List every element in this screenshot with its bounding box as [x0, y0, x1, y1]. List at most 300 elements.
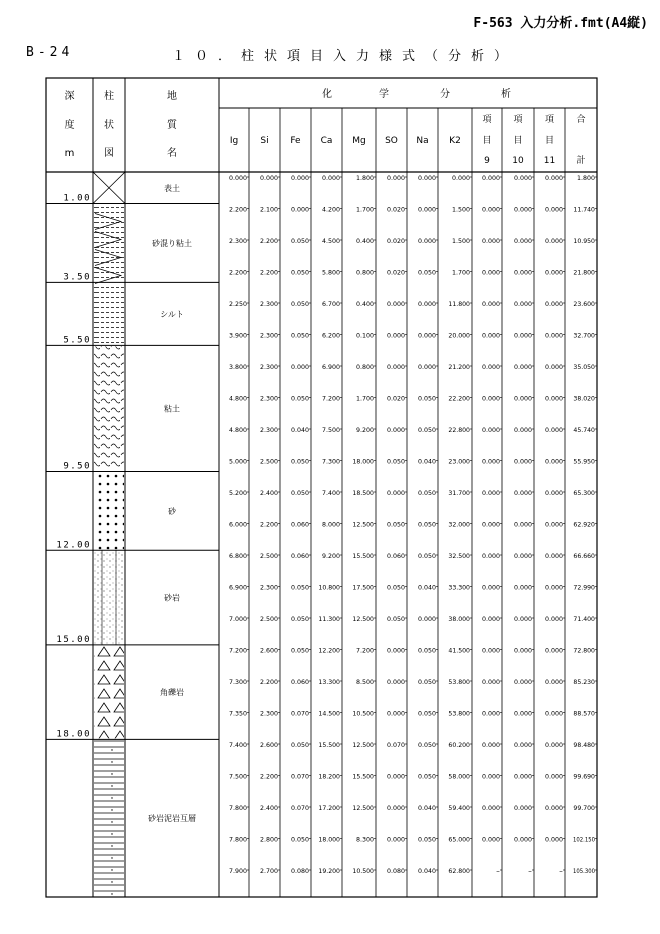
- data-cell: 0.000: [482, 520, 500, 529]
- table-row: [229, 584, 597, 592]
- data-cell: 12.500: [352, 520, 374, 529]
- data-cell: 2.200: [260, 237, 278, 245]
- data-cell: 0.000: [545, 552, 563, 560]
- table-row: [229, 363, 597, 371]
- data-cell: 35.050: [573, 363, 595, 371]
- data-cell: 0.000: [387, 709, 405, 718]
- data-cell: 0.000: [418, 363, 436, 371]
- table-row: [229, 836, 597, 844]
- data-cell: 2.200: [229, 205, 247, 214]
- data-cell: 8.500: [356, 678, 374, 686]
- data-cell: 62.800: [448, 867, 470, 875]
- data-cell: 0.000: [387, 174, 405, 182]
- layer-name: 粘土: [164, 404, 180, 414]
- data-cell: 13.300: [318, 678, 340, 686]
- chem-col-header: Ca: [320, 136, 333, 146]
- chem-col-header: 11: [543, 156, 556, 166]
- layer-5: [46, 472, 219, 550]
- table-row: [229, 678, 597, 686]
- data-cell: 22.800: [448, 426, 470, 434]
- data-cell: 0.000: [291, 205, 309, 214]
- data-cell: 18.000: [318, 835, 340, 844]
- layer-7: [46, 646, 219, 740]
- data-cell: 0.000: [514, 300, 532, 308]
- data-cell: 15.500: [352, 552, 374, 560]
- data-cell: 31.700: [448, 489, 470, 497]
- data-cell: 0.000: [514, 237, 532, 245]
- data-cell: 0.000: [482, 615, 500, 623]
- data-cell: -: [496, 867, 502, 875]
- data-cell: 6.800: [229, 552, 247, 560]
- data-cell: 85.230: [573, 678, 595, 686]
- data-cell: 0.060: [291, 552, 309, 560]
- data-cell: 0.070: [291, 772, 309, 781]
- table-row: [229, 174, 597, 182]
- data-cell: 7.800: [229, 804, 247, 812]
- data-cell: 0.800: [356, 363, 374, 371]
- data-cell: 32.700: [573, 331, 595, 340]
- geology-header: 地: [167, 91, 177, 102]
- data-cell: 38.020: [573, 394, 595, 403]
- depth-header: 深: [64, 91, 75, 102]
- data-cell: 7.350: [229, 709, 247, 718]
- geology-header: 質: [167, 120, 177, 131]
- data-cell: 65.000: [448, 835, 470, 844]
- data-cell: 4.800: [229, 426, 247, 434]
- layer-1: [46, 172, 219, 204]
- table-row: [229, 647, 597, 655]
- data-cell: 0.000: [545, 205, 563, 214]
- data-cell: 0.040: [418, 867, 436, 875]
- data-cell: 0.000: [482, 646, 500, 655]
- data-cell: 0.050: [418, 678, 436, 686]
- data-cell: 88.570: [573, 709, 595, 718]
- layer-depth: 3.50: [63, 272, 91, 283]
- data-cell: 4.200: [322, 205, 340, 214]
- data-cell: 21.200: [448, 363, 470, 371]
- data-cell: 0.000: [514, 363, 532, 371]
- data-cell: 0.400: [356, 237, 374, 245]
- data-cell: 0.000: [545, 835, 563, 844]
- chem-col-header: Fe: [290, 136, 301, 146]
- data-cell: 15.500: [352, 772, 374, 781]
- table-row: [229, 741, 597, 749]
- data-cell: 59.400: [448, 804, 470, 812]
- data-cell: 7.200: [322, 394, 340, 403]
- data-cell: 71.400: [573, 615, 595, 623]
- data-cell: 6.900: [229, 583, 247, 592]
- data-cell: 0.000: [514, 457, 532, 466]
- layer-6: [46, 550, 219, 645]
- table-row: [229, 206, 597, 214]
- data-cell: 2.300: [260, 394, 278, 403]
- data-cell: 12.500: [352, 804, 374, 812]
- data-cell: 0.000: [545, 457, 563, 466]
- chem-col-header: Mg: [352, 136, 366, 146]
- data-cell: 0.000: [514, 174, 532, 182]
- data-cell: 0.000: [514, 678, 532, 686]
- data-cell: 7.400: [229, 741, 247, 749]
- data-cell: 0.000: [387, 489, 405, 497]
- table-row: [229, 489, 597, 497]
- data-cell: 2.500: [260, 552, 278, 560]
- data-cell: 0.000: [514, 205, 532, 214]
- data-cell: 14.500: [318, 709, 340, 718]
- data-cell: 11.740: [573, 205, 595, 214]
- data-cell: 0.050: [418, 772, 436, 781]
- data-cell: 55.950: [573, 457, 595, 466]
- data-cell: 0.000: [482, 552, 500, 560]
- data-cell: 2.800: [260, 835, 278, 844]
- data-cell: 0.050: [418, 552, 436, 560]
- data-cell: 0.000: [514, 804, 532, 812]
- data-cell: 0.000: [514, 331, 532, 340]
- data-cell: 20.000: [448, 331, 470, 340]
- data-cell: 0.050: [291, 489, 309, 497]
- layer-depth: 15.00: [56, 634, 91, 645]
- table-row: [229, 867, 597, 875]
- data-cell: 5.000: [229, 457, 247, 466]
- data-cell: 0.000: [545, 646, 563, 655]
- chem-col-header: 目: [544, 136, 555, 146]
- data-cell: 0.000: [514, 772, 532, 781]
- data-cell: 0.070: [291, 804, 309, 812]
- column-pattern: [94, 551, 124, 644]
- layer-depth: 9.50: [63, 461, 91, 472]
- layer-name: 砂岩泥岩互層: [148, 814, 196, 824]
- chem-col-header: Ig: [229, 136, 239, 146]
- data-cell: 33.300: [448, 583, 470, 592]
- data-cell: 0.100: [356, 331, 374, 340]
- layer-8: [94, 740, 196, 896]
- chem-group-header: 分: [440, 89, 450, 100]
- data-cell: 2.700: [260, 867, 278, 875]
- data-cell: 0.000: [545, 583, 563, 592]
- data-cell: 0.040: [418, 583, 436, 592]
- data-cell: 0.000: [291, 174, 309, 182]
- data-cell: 0.000: [291, 363, 309, 371]
- layer-depth: 12.00: [56, 540, 91, 551]
- data-cell: 0.040: [418, 804, 436, 812]
- data-cell: 11.800: [448, 300, 470, 308]
- data-cell: 0.000: [514, 394, 532, 403]
- data-cell: 0.050: [291, 300, 309, 308]
- table-row: [229, 300, 597, 308]
- data-cell: 0.000: [482, 331, 500, 340]
- data-cell: 2.300: [260, 583, 278, 592]
- column-pattern: [94, 346, 124, 470]
- data-cell: 0.050: [418, 646, 436, 655]
- data-cell: 0.000: [482, 804, 500, 812]
- data-cell: 0.000: [387, 678, 405, 686]
- chem-col-header: 計: [576, 156, 586, 166]
- data-cell: 7.800: [229, 835, 247, 844]
- data-cell: 72.990: [573, 583, 595, 592]
- data-cell: 0.000: [482, 268, 500, 277]
- data-cell: 0.020: [387, 394, 405, 403]
- data-cell: 2.400: [260, 489, 278, 497]
- data-cell: 45.740: [573, 426, 595, 434]
- data-cell: 0.060: [291, 520, 309, 529]
- data-cell: 1.500: [452, 205, 470, 214]
- data-cell: 0.000: [260, 174, 278, 182]
- data-cell: 0.000: [514, 489, 532, 497]
- data-cell: 9.200: [356, 426, 374, 434]
- data-cell: 0.000: [387, 646, 405, 655]
- data-cell: 0.050: [418, 835, 436, 844]
- data-cell: 8.300: [356, 835, 374, 844]
- layer-name: 砂混り粘土: [152, 238, 192, 248]
- chem-col-header: 目: [513, 136, 523, 146]
- data-cell: 0.000: [545, 709, 563, 718]
- data-cell: 99.700: [573, 804, 595, 812]
- data-cell: 0.000: [418, 331, 436, 340]
- data-cell: 0.050: [291, 615, 309, 623]
- table-row: [229, 332, 597, 340]
- data-cell: 9.200: [322, 552, 340, 560]
- chem-col-header: SO: [385, 136, 398, 146]
- data-cell: 0.050: [387, 520, 405, 529]
- data-cell: 0.000: [545, 804, 563, 812]
- data-cell: 0.070: [387, 741, 405, 749]
- data-cell: 0.050: [291, 583, 309, 592]
- data-cell: 65.300: [573, 489, 595, 497]
- data-cell: 0.000: [482, 741, 500, 749]
- data-cell: 0.000: [387, 363, 405, 371]
- data-cell: 105.300: [573, 867, 595, 875]
- data-cell: 0.050: [418, 520, 436, 529]
- data-cell: 22.200: [448, 394, 470, 403]
- data-cell: 2.200: [260, 772, 278, 781]
- data-cell: 0.000: [514, 426, 532, 434]
- chem-col-header: 項: [513, 115, 523, 125]
- data-cell: 7.200: [356, 646, 374, 655]
- table-row: [229, 552, 597, 560]
- layer-name: 砂岩: [164, 593, 180, 603]
- layer-name: 砂: [168, 506, 176, 516]
- table-row: [229, 426, 597, 434]
- data-cell: 0.050: [418, 268, 436, 277]
- data-cell: 0.000: [514, 709, 532, 718]
- data-cell: 2.200: [260, 678, 278, 686]
- data-cell: 17.200: [318, 804, 340, 812]
- data-cell: 0.000: [514, 741, 532, 749]
- data-cell: 0.000: [514, 268, 532, 277]
- data-cell: 0.000: [482, 237, 500, 245]
- data-cell: 1.800: [577, 174, 595, 182]
- column-pattern: [94, 740, 124, 896]
- data-cell: 7.300: [229, 678, 247, 686]
- data-cell: 2.500: [260, 457, 278, 466]
- data-cell: 2.300: [260, 709, 278, 718]
- data-cell: 2.300: [260, 300, 278, 308]
- data-cell: 0.050: [291, 331, 309, 340]
- data-cell: 18.500: [352, 489, 374, 497]
- column-header: 図: [104, 148, 114, 159]
- data-cell: 0.050: [418, 489, 436, 497]
- data-cell: 0.000: [514, 583, 532, 592]
- data-cell: 18.000: [352, 457, 374, 466]
- data-cell: 0.020: [387, 205, 405, 214]
- table-row: [229, 804, 597, 812]
- data-cell: 0.000: [387, 331, 405, 340]
- data-cell: 7.300: [322, 457, 340, 466]
- data-cell: 0.000: [452, 174, 470, 182]
- data-cell: 0.000: [545, 268, 563, 277]
- column-pattern: [94, 646, 124, 739]
- layer-3: [46, 283, 219, 345]
- chem-col-header: Si: [260, 136, 269, 146]
- data-cell: 2.250: [229, 300, 247, 308]
- column-header: 柱: [104, 91, 114, 102]
- data-cell: 21.800: [573, 268, 595, 277]
- layer-name: 角礫岩: [160, 688, 184, 698]
- data-cell: 2.300: [229, 237, 247, 245]
- data-cell: 10.500: [352, 867, 374, 875]
- layer-2: [46, 205, 219, 284]
- data-cell: 0.080: [387, 867, 405, 875]
- data-cell: 2.200: [229, 268, 247, 277]
- layer-depth: 1.00: [63, 193, 91, 204]
- column-pattern: [94, 283, 124, 344]
- form-name: F-563 入力分析.fmt(A4縦): [473, 16, 648, 31]
- data-cell: 1.700: [452, 268, 470, 277]
- data-cell: 0.040: [291, 426, 309, 434]
- data-cell: 3.800: [229, 363, 247, 371]
- data-cell: 32.500: [448, 552, 470, 560]
- chem-col-header: Na: [416, 136, 429, 146]
- data-cell: 5.200: [229, 489, 247, 497]
- data-cell: 7.500: [322, 426, 340, 434]
- data-cell: 0.000: [482, 678, 500, 686]
- data-cell: 0.060: [291, 678, 309, 686]
- data-cell: 0.000: [482, 835, 500, 844]
- data-cell: 7.000: [229, 615, 247, 623]
- data-cell: 0.070: [291, 709, 309, 718]
- layer-depth: 5.50: [63, 335, 91, 346]
- data-cell: 0.000: [482, 457, 500, 466]
- data-cell: 15.500: [318, 741, 340, 749]
- data-cell: 6.700: [322, 300, 340, 308]
- data-cell: 6.900: [322, 363, 340, 371]
- data-cell: 0.050: [291, 457, 309, 466]
- data-cell: 2.400: [260, 804, 278, 812]
- data-cell: 0.000: [545, 426, 563, 434]
- data-cell: 0.050: [387, 583, 405, 592]
- data-cell: 102.150: [573, 835, 595, 844]
- data-cell: 2.300: [260, 426, 278, 434]
- data-cell: 10.950: [573, 237, 595, 245]
- data-cell: 0.000: [482, 583, 500, 592]
- data-cell: 12.200: [318, 646, 340, 655]
- data-cell: 0.000: [545, 331, 563, 340]
- document-title: １０．柱状項目入力様式（分析）: [172, 49, 518, 64]
- data-cell: 0.000: [545, 237, 563, 245]
- data-cell: 2.100: [260, 205, 278, 214]
- data-cell: 7.900: [229, 867, 247, 875]
- data-cell: 0.000: [545, 615, 563, 623]
- chem-group-header: 化: [322, 89, 332, 100]
- data-cell: 32.000: [448, 520, 470, 529]
- data-cell: 2.200: [260, 268, 278, 277]
- data-cell: 0.050: [418, 741, 436, 749]
- data-cell: 1.800: [356, 174, 374, 182]
- data-cell: 0.000: [514, 520, 532, 529]
- layer-depth: 18.00: [56, 729, 91, 740]
- data-cell: 2.300: [260, 363, 278, 371]
- geology-header: 名: [167, 148, 177, 159]
- data-cell: 0.000: [514, 835, 532, 844]
- data-cell: 0.000: [482, 174, 500, 182]
- data-cell: 38.000: [448, 615, 470, 623]
- data-cell: 12.500: [352, 741, 374, 749]
- data-cell: 60.200: [448, 741, 470, 749]
- data-cell: 0.000: [387, 772, 405, 781]
- data-cell: 0.000: [482, 709, 500, 718]
- data-cell: 0.000: [545, 394, 563, 403]
- data-cell: 0.050: [418, 394, 436, 403]
- table-row: [229, 395, 597, 403]
- depth-header: m: [64, 148, 75, 159]
- data-cell: 0.050: [291, 741, 309, 749]
- data-cell: 0.050: [291, 646, 309, 655]
- chem-col-header: 合: [576, 115, 586, 125]
- data-cell: 0.050: [418, 709, 436, 718]
- table-row: [229, 521, 597, 529]
- data-cell: 0.000: [482, 205, 500, 214]
- data-cell: 0.800: [356, 268, 374, 277]
- data-cell: 41.500: [448, 646, 470, 655]
- data-cell: 8.000: [322, 520, 340, 529]
- data-cell: 0.000: [545, 520, 563, 529]
- data-cell: 0.000: [545, 741, 563, 749]
- data-cell: 23.600: [573, 300, 595, 308]
- data-cell: 1.700: [356, 205, 374, 214]
- data-cell: 99.690: [573, 772, 595, 781]
- data-cell: 0.000: [482, 772, 500, 781]
- data-cell: 0.000: [514, 646, 532, 655]
- table-row: [229, 237, 597, 245]
- data-cell: 0.050: [291, 394, 309, 403]
- data-cell: 23.000: [448, 457, 470, 466]
- data-cell: 0.050: [291, 835, 309, 844]
- depth-header: 度: [64, 120, 75, 131]
- data-cell: 0.000: [322, 174, 340, 182]
- data-cell: 0.000: [545, 772, 563, 781]
- data-cell: 11.300: [318, 615, 340, 623]
- data-cell: 0.060: [387, 552, 405, 560]
- layer-name: 表土: [164, 183, 180, 193]
- layer-name: シルト: [160, 309, 184, 319]
- data-cell: 3.900: [229, 331, 247, 340]
- data-cell: 0.400: [356, 300, 374, 308]
- data-cell: 6.000: [229, 520, 247, 529]
- data-cell: 0.000: [545, 300, 563, 308]
- data-cell: 12.500: [352, 615, 374, 623]
- chem-col-header: 項: [482, 115, 492, 125]
- data-cell: 0.000: [229, 174, 247, 182]
- chem-group-header: 析: [501, 89, 511, 100]
- data-cell: 19.200: [318, 867, 340, 875]
- data-cell: 0.000: [387, 300, 405, 308]
- data-cell: -: [559, 867, 565, 875]
- data-cell: 58.000: [448, 772, 470, 781]
- data-cell: 6.200: [322, 331, 340, 340]
- data-cell: 0.000: [545, 363, 563, 371]
- column-pattern: [94, 472, 124, 549]
- chem-col-header: 目: [482, 136, 492, 146]
- chem-col-header: 10: [512, 156, 524, 166]
